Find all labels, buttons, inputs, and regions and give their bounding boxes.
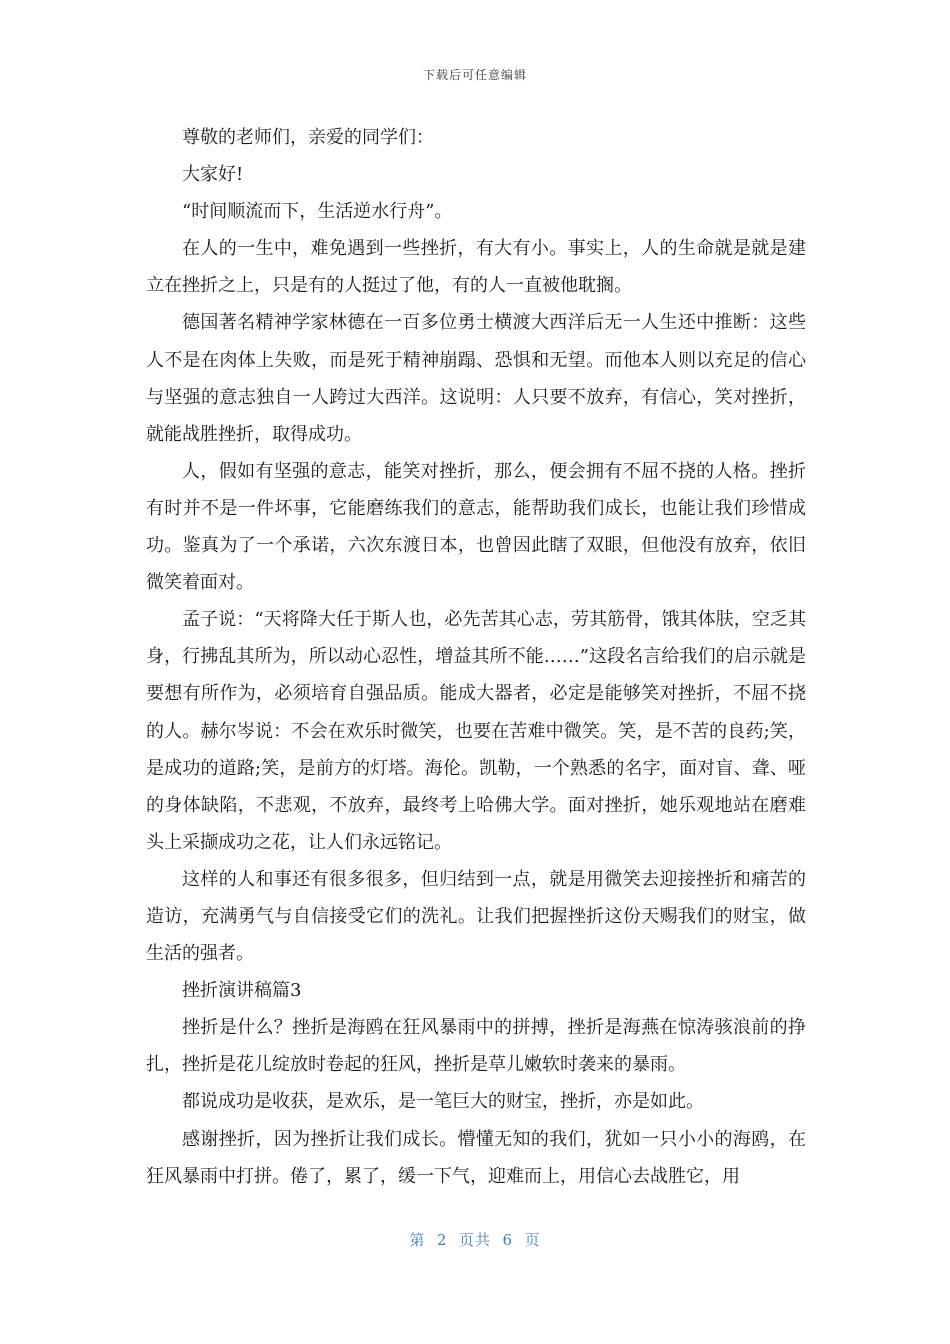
paragraph: 都说成功是收获，是欢乐，是一笔巨大的财宝，挫折，亦是如此。	[182, 1091, 704, 1113]
document-body	[146, 119, 806, 1195]
page-number: 第 2 页共 6 页	[409, 1231, 541, 1249]
paragraph: 孟子说：“天将降大任于斯人也，必先苦其心志，劳其筋骨，饿其体肤，空乏其身，行拂乱其所为，所以动心忍性，增益其所不能……”这段名言给我们的启示就是要想有所作为，必须培育自强品质。能成大器者，必定是能够笑对挫折，不屈不挠的人。赫尔岑说：不会在欢乐时微笑，也要在苦难中微笑。笑，是不苦的良药;笑，是成功的道路;笑，是前方的灯塔。海伦。凯勒，一个熟悉的名字，面对盲、聋、哑的身体缺陷，不悲观，不放弃，最终考上哈佛大学。面对挫折，她乐观地站在磨难头上采撷成功之花，让人们永远铭记。	[146, 609, 806, 853]
paragraph: 这样的人和事还有很多很多，但归结到一点，就是用微笑去迎接挫折和痛苦的造访，充满勇气与自信接受它们的洗礼。让我们把握挫折这份天赐我们的财宝，做生活的强者。	[146, 868, 806, 965]
page-header: 下载后可任意编辑	[422, 68, 527, 82]
paragraph: 在人的一生中，难免遇到一些挫折，有大有小。事实上，人的生命就是就是建立在挫折之上，只是有的人挺过了他，有的人一直被他耽搁。	[146, 238, 806, 297]
paragraph: 感谢挫折，因为挫折让我们成长。懵懂无知的我们，犹如一只小小的海鸥，在狂风暴雨中打拼。倦了，累了，缓一下气，迎难而上，用信心去战胜它，用	[146, 1128, 806, 1187]
paragraph-quote: “时间顺流而下，生活逆水行舟”。	[182, 201, 453, 223]
paragraph: 人，假如有坚强的意志，能笑对挫折，那么，便会拥有不屈不挠的人格。挫折有时并不是一件坏事，它能磨练我们的意志，能帮助我们成长，也能让我们珍惜成功。鉴真为了一个承诺，六次东渡日本，也曾因此瞎了双眼，但他没有放弃，依旧微笑着面对。	[146, 460, 806, 594]
paragraph-greeting: 大家好!	[182, 164, 244, 186]
paragraph: 挫折是什么？挫折是海鸥在狂风暴雨中的拼搏，挫折是海燕在惊涛骇浪前的挣扎，挫折是花儿绽放时卷起的狂风，挫折是草儿嫩软时袭来的暴雨。	[146, 1017, 806, 1076]
paragraph-salutation: 尊敬的老师们，亲爱的同学们：	[182, 127, 434, 148]
section-title: 挫折演讲稿篇3	[182, 980, 302, 1002]
paragraph: 德国著名精神学家林德在一百多位勇士横渡大西洋后无一人生还中推断：这些人不是在肉体上失败，而是死于精神崩蹋、恐惧和无望。而他本人则以充足的信心与坚强的意志独自一人跨过大西洋。这说明：人只要不放弃，有信心，笑对挫折，就能战胜挫折，取得成功。	[146, 312, 806, 445]
page-footer	[0, 1229, 950, 1250]
